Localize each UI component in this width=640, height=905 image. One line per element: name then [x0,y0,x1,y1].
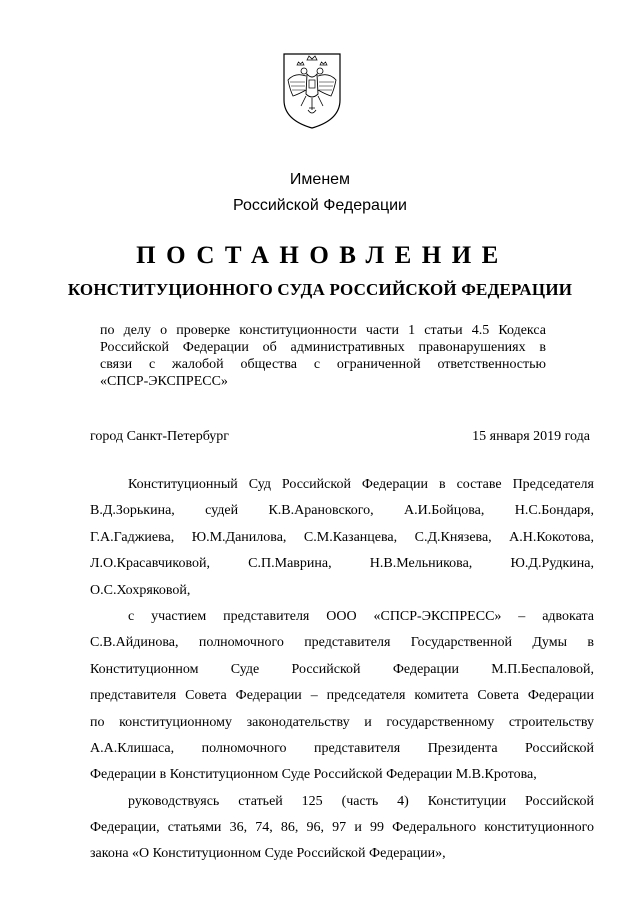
body-line: Федерации, статьями 36, 74, 86, 96, 97 и 99 Федерального конституционного [90,820,594,836]
case-line: Российской Федерации об административных правонарушениях в [100,340,546,355]
body-line: представителя Совета Федерации – председателя комитета Совета Федерации [90,688,594,704]
body-line: Г.А.Гаджиева, Ю.М.Данилова, С.М.Казанцева, С.Д.Князева, А.Н.Кокотова, [90,529,594,545]
case-line: связи с жалобой общества с ограниченной ответственностью [100,357,546,372]
body-line: Конституционном Суде Российской Федерации М.П.Беспаловой, [90,661,594,677]
document-subtitle: КОНСТИТУЦИОННОГО СУДА РОССИЙСКОЙ ФЕДЕРАЦИИ [67,280,573,299]
case-line: «СПСР-ЭКСПРЕСС» [100,374,228,389]
case-line: по делу о проверке конституционности части 1 статьи 4.5 Кодекса [100,323,546,338]
in-name-line-1: Именем [289,171,351,188]
document-title: ПОСТАНОВЛЕНИЕ [136,242,509,269]
body-line: руководствуясь статьей 125 (часть 4) Конституции Российской [128,793,594,809]
body-line: О.С.Хохряковой, [90,582,191,598]
body-line: с участием представителя ООО «СПСР-ЭКСПРЕСС» – адвоката [128,608,594,624]
coat-of-arms-icon [281,50,343,130]
body-line: закона «О Конституционном Суде Российской Федерации», [90,846,446,862]
in-name-line-2: Российской Федерации [233,197,407,214]
body-line: по конституционному законодательству и государственному строительству [90,714,594,730]
date: 15 января 2019 года [472,429,590,444]
body-line: С.В.Айдинова, полномочного представителя Государственной Думы в [90,635,594,651]
body-line: А.А.Клишаса, полномочного представителя Президента Российской [90,740,594,756]
body-line: В.Д.Зорькина, судей К.В.Арановского, А.И.Бойцова, Н.С.Бондаря, [90,503,594,519]
body-line: Конституционный Суд Российской Федерации в составе Председателя [128,477,594,492]
case-description [100,322,546,390]
body-line: Федерации в Конституционном Суде Российской Федерации М.В.Кротова, [90,767,537,783]
place: город Санкт-Петербург [90,429,230,444]
body-line: Л.О.Красавчиковой, С.П.Маврина, Н.В.Мельникова, Ю.Д.Рудкина, [90,556,594,572]
document-body [90,472,594,868]
